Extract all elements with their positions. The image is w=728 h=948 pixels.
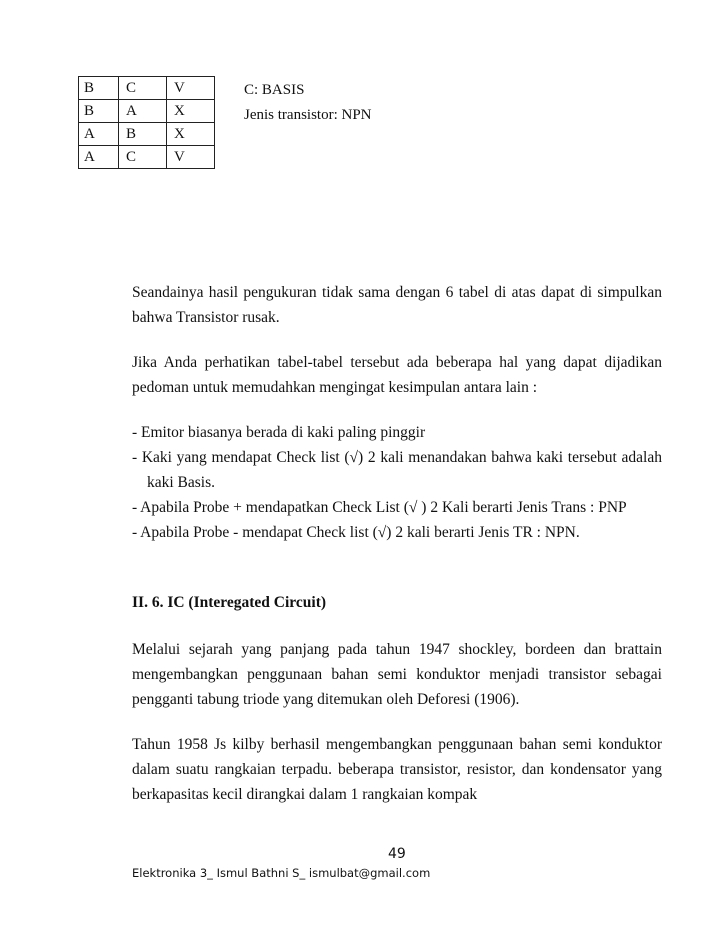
list-item: - Emitor biasanya berada di kaki paling pinggir	[132, 424, 426, 441]
table-cell: X	[167, 100, 215, 123]
paragraph-conclusion: Seandainya hasil pengukuran tidak sama dengan 6 tabel di atas dapat di simpulkan bahwa Transistor rusak.	[132, 284, 662, 326]
paragraph-history: Melalui sejarah yang panjang pada tahun 1947 shockley, bordeen dan brattain mengembangkan penggunaan bahan semi konduktor menjadi transistor sebagai pengganti tabung triode yang ditemukan oleh Deforesi (1906).	[132, 641, 662, 708]
paragraph-guidelines: Jika Anda perhatikan tabel-tabel tersebut ada beberapa hal yang dapat dijadikan pedoman untuk memudahkan mengingat kesimpulan antara lain :	[132, 354, 662, 396]
table-row	[79, 77, 215, 100]
table-cell: X	[167, 123, 215, 146]
table-cell: C	[119, 146, 167, 169]
table-row	[79, 146, 215, 169]
list-item: - Apabila Probe + mendapatkan Check List (√ ) 2 Kali berarti Jenis Trans : PNP	[132, 499, 627, 516]
list-item: - Kaki yang mendapat Check list (√) 2 kali menandakan bahwa kaki tersebut adalah kaki Basis.	[132, 449, 662, 491]
page-footer: Elektronika 3_ Ismul Bathni S_ ismulbat@gmail.com	[132, 866, 431, 880]
table-cell: B	[119, 123, 167, 146]
transistor-type-note: Jenis transistor: NPN	[244, 107, 372, 123]
table-cell: V	[167, 77, 215, 100]
table-cell: C	[119, 77, 167, 100]
paragraph-kilby: Tahun 1958 Js kilby berhasil mengembangkan penggunaan bahan semi konduktor dalam suatu rangkaian terpadu. beberapa transistor, resistor, dan kondensator yang berkapasitas kecil dirangkai dalam 1 rangkaian kompak	[132, 736, 662, 803]
list-item: - Apabila Probe - mendapat Check list (√) 2 kali berarti Jenis TR : NPN.	[132, 524, 580, 541]
page-number: 49	[388, 846, 406, 862]
truth-table	[78, 76, 215, 169]
table-row	[79, 123, 215, 146]
table-cell: V	[167, 146, 215, 169]
body-text	[132, 280, 662, 807]
basis-note: C: BASIS	[244, 82, 305, 98]
table-cell: B	[79, 77, 119, 100]
table-cell: A	[119, 100, 167, 123]
section-heading: II. 6. IC (Interegated Circuit)	[132, 594, 327, 611]
table-notes	[244, 78, 372, 128]
table-cell: A	[79, 146, 119, 169]
table-row	[79, 100, 215, 123]
table-cell: B	[79, 100, 119, 123]
table-cell: A	[79, 123, 119, 146]
